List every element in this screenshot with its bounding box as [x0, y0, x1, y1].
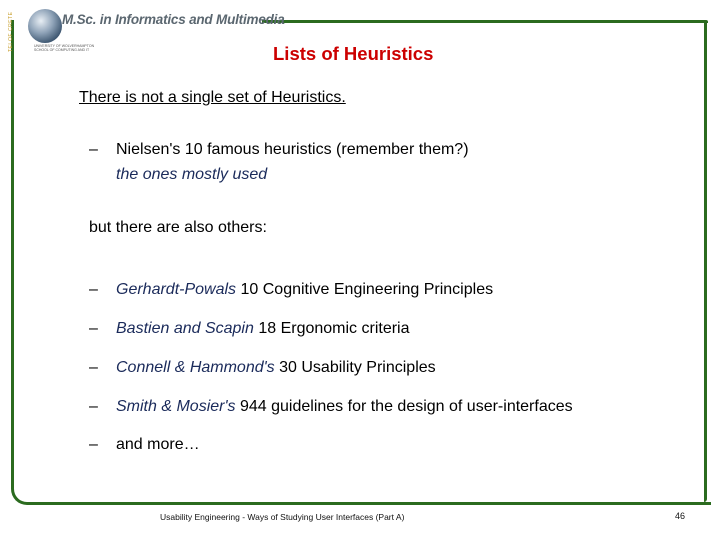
list-item-text: 18 Ergonomic criteria — [253, 320, 410, 337]
logo-side-text: TEI OF CRETE — [8, 11, 14, 52]
list-item — [89, 359, 436, 377]
footer-text: Usability Engineering - Ways of Studying User Interfaces (Part A) — [160, 512, 405, 522]
logo-subtitle-line2: SCHOOL OF COMPUTING AND IT — [34, 48, 90, 52]
bullet-dash: – — [89, 359, 98, 376]
program-logo — [6, 6, 285, 52]
also-text: but there are also others: — [89, 219, 267, 236]
list-item-author: Connell & Hammond's — [116, 359, 275, 376]
globe-icon — [28, 9, 62, 43]
list-item-author: Bastien and Scapin — [116, 320, 254, 337]
page-number: 46 — [675, 511, 686, 521]
bullet-dash: – — [89, 398, 98, 415]
list-item — [89, 141, 469, 159]
frame-right-border — [704, 20, 707, 502]
list-item — [89, 436, 200, 454]
list-item — [89, 281, 493, 299]
list-item-author: Smith & Mosier's — [116, 398, 236, 415]
list-item-author: Gerhardt-Powals — [116, 281, 237, 298]
list-item-text: Nielsen's 10 famous heuristics (remember them?) — [116, 141, 469, 158]
list-item — [89, 398, 573, 416]
logo-subtitle — [34, 44, 94, 52]
logo-subtitle-line1: UNIVERSITY OF WOLVERHAMPTON — [34, 44, 95, 48]
logo-title: M.Sc. in Informatics and Multimedia — [62, 12, 285, 27]
bullet-dash: – — [89, 281, 98, 298]
intro-text: There is not a single set of Heuristics. — [79, 89, 346, 106]
list-item-text: 10 Cognitive Engineering Principles — [236, 281, 494, 298]
bullet-dash: – — [89, 436, 98, 453]
bullet-dash: – — [89, 141, 98, 158]
list-item — [89, 320, 410, 338]
list-item-subtext: the ones mostly used — [116, 166, 268, 183]
list-item-text: and more… — [116, 436, 200, 453]
list-item-text: 944 guidelines for the design of user-interfaces — [235, 398, 573, 415]
list-item-text: 30 Usability Principles — [274, 359, 436, 376]
bullet-dash: – — [89, 320, 98, 337]
slide-title: Lists of Heuristics — [273, 43, 434, 64]
